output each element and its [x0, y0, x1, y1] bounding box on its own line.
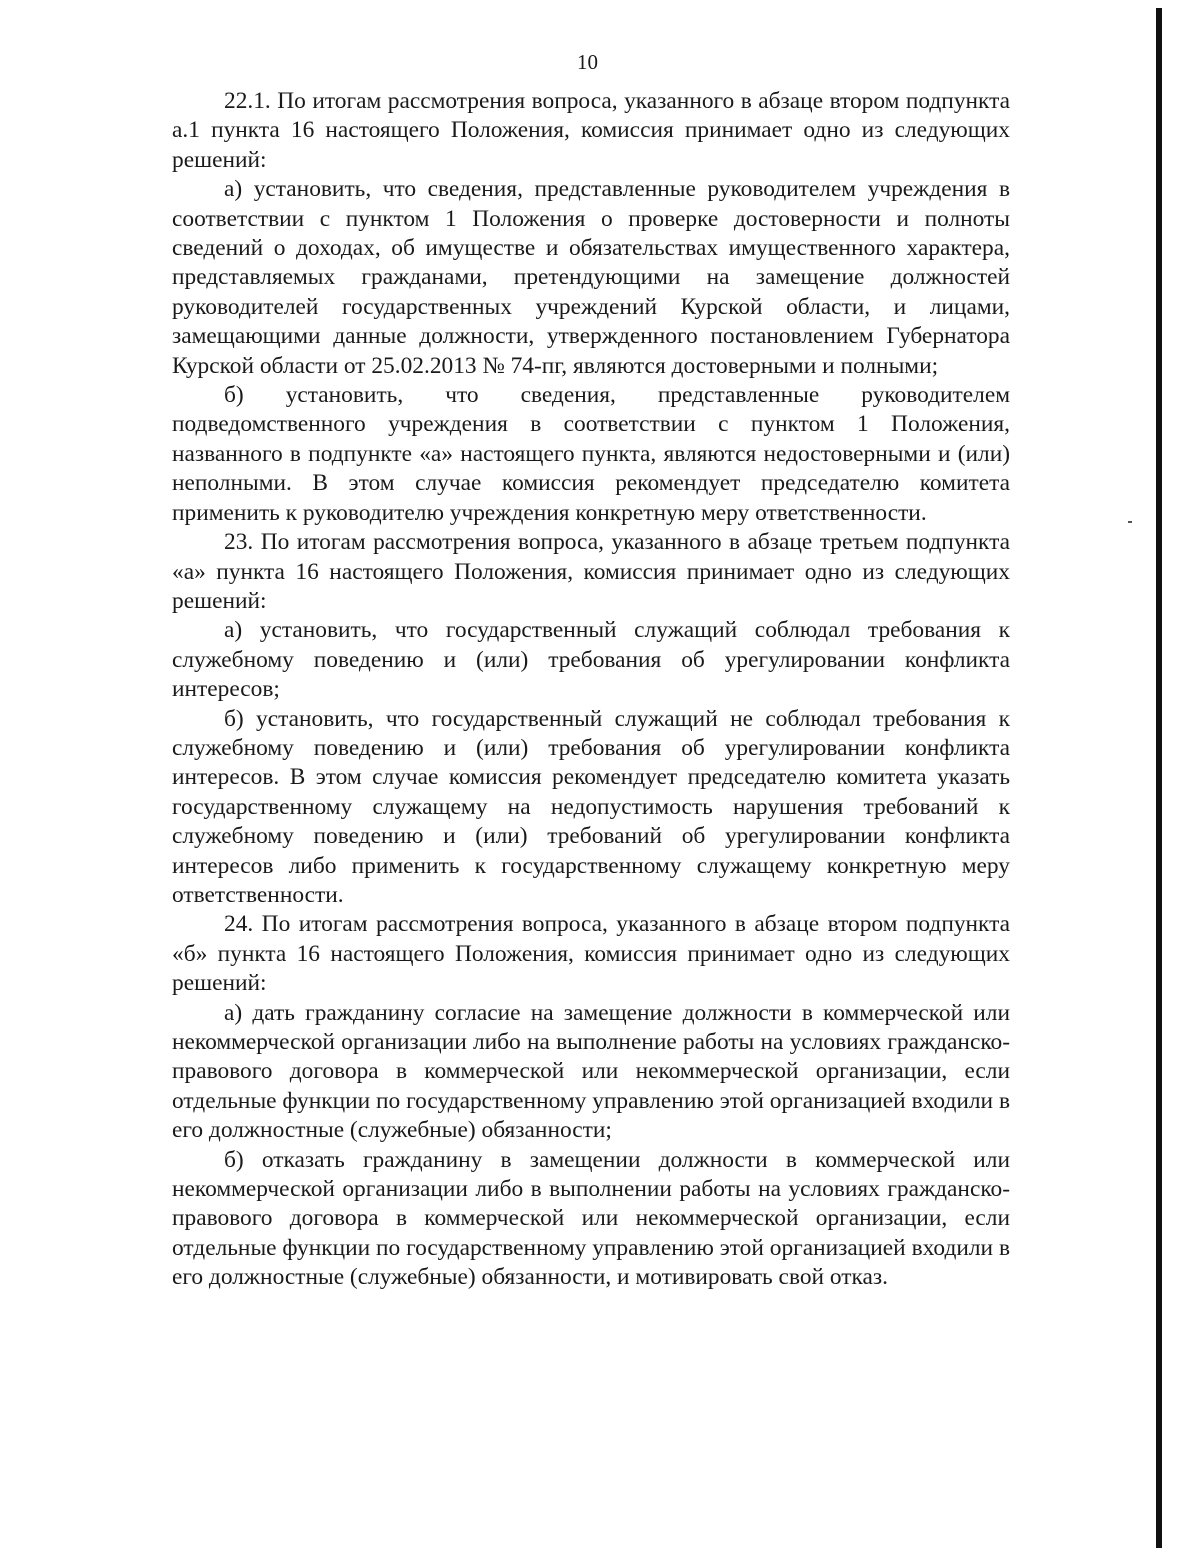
paragraph-24-a: а) дать гражданину согласие на замещение должности в коммерческой или некоммерческой организации либо на выполнение работы на условиях гражданско-правового договора в коммерческой или некоммерческой организации, если отдельные функции по государственному управлению этой организацией входили в его должностные (служебные) обязанности; — [172, 999, 1010, 1144]
paragraph-22-1-a: а) установить, что сведения, представленные руководителем учреждения в соответствии с пунктом 1 Положения о проверке достоверности и полноты сведений о доходах, об имуществе и обязательствах имущественного характера, представляемых гражданами, претендующими на замещение должностей руководителей государственных учреждений Курской области, и лицами, замещающими данные должности, утвержденного постановлением Губернатора Курской области от 25.02.2013 № 74-пг, являются достоверными и полными; — [172, 176, 1010, 379]
paragraph-22-1-b: б) установить, что сведения, представленные руководителем подведомственного учреждения в соответствии с пунктом 1 Положения, названного в подпункте «а» настоящего пункта, являются недостоверными и (или) неполными. В этом случае комиссия рекомендует председателю комитета применить к руководителю учреждения конкретную меру ответственности. — [172, 382, 1010, 526]
paragraph-22-1: 22.1. По итогам рассмотрения вопроса, указанного в абзаце втором подпункта а.1 пункта 16 настоящего Положения, комиссия принимает одно из следующих решений: — [172, 88, 1010, 173]
paragraph-24-b: б) отказать гражданину в замещении должности в коммерческой или некоммерческой организации либо в выполнении работы на условиях гражданско-правового договора в коммерческой или некоммерческой организации, если отдельные функции по государственному управлению этой организацией входили в его должностные (служебные) обязанности, и мотивировать свой отказ. — [172, 1146, 1010, 1291]
scan-speck — [1128, 521, 1132, 523]
document-body — [172, 87, 1010, 1293]
paragraph-24: 24. По итогам рассмотрения вопроса, указанного в абзаце втором подпункта «б» пункта 16 настоящего Положения, комиссия принимает одно из следующих решений: — [172, 911, 1010, 997]
scan-border-line — [1156, 8, 1162, 1548]
paragraph-23: 23. По итогам рассмотрения вопроса, указанного в абзаце третьем подпункта «а» пункта 16 настоящего Положения, комиссия принимает одно из следующих решений: — [172, 529, 1010, 614]
page-number: 10 — [577, 50, 598, 74]
paragraph-23-a: а) установить, что государственный служащий соблюдал требования к служебному поведению и (или) требования об урегулировании конфликта интересов; — [172, 617, 1010, 703]
paragraph-23-b: б) установить, что государственный служащий не соблюдал требования к служебному поведению и (или) требования об урегулировании конфликта интересов. В этом случае комиссия рекомендует председателю комитета указать государственному служащему на недопустимость нарушения требований к служебному поведению и (или) требований об урегулировании конфликта интересов либо применить к государственному служащему конкретную меру ответственности. — [172, 705, 1010, 908]
